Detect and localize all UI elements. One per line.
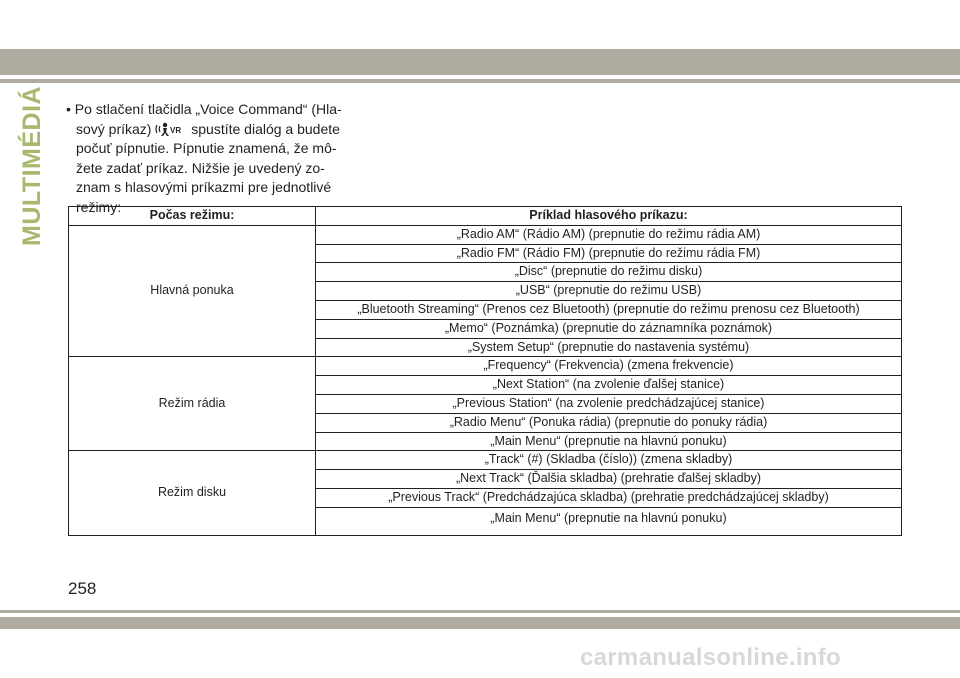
- header-command-example: Príklad hlasového príkazu:: [316, 207, 902, 226]
- bottom-decorative-band: [0, 617, 960, 629]
- intro-paragraph: [66, 100, 342, 217]
- command-cell: „Radio FM“ (Rádio FM) (prepnutie do režimu rádia FM): [316, 244, 902, 263]
- intro-line-6: režimy:: [76, 198, 122, 215]
- command-cell: „Bluetooth Streaming“ (Prenos cez Bluetooth) (prepnutie do režimu prenosu cez Bluetooth): [316, 300, 902, 319]
- table-row: [69, 451, 902, 470]
- intro-line-3: počuť pípnutie. Pípnutie znamená, že mô-: [76, 140, 337, 156]
- bottom-decorative-line: [0, 610, 960, 613]
- watermark: carmanualsonline.info: [580, 644, 842, 671]
- command-cell: „Next Track“ (Ďalšia skladba) (prehratie ďalšej skladby): [316, 470, 902, 489]
- command-cell: „Radio AM“ (Rádio AM) (prepnutie do režimu rádia AM): [316, 225, 902, 244]
- command-cell: „Previous Track“ (Predchádzajúca skladba) (prehratie predchádzajúcej skladby): [316, 488, 902, 507]
- command-cell: „Disc“ (prepnutie do režimu disku): [316, 263, 902, 282]
- intro-line-5: znam s hlasovými príkazmi pre jednotlivé: [76, 179, 332, 195]
- mode-cell-disc: Režim disku: [69, 451, 316, 535]
- top-decorative-line: [0, 79, 960, 83]
- command-cell: „System Setup“ (prepnutie do nastavenia systému): [316, 338, 902, 357]
- command-cell: „Main Menu“ (prepnutie na hlavnú ponuku): [316, 432, 902, 451]
- command-cell: „Track“ (#) (Skladba (číslo)) (zmena skladby): [316, 451, 902, 470]
- mode-cell-radio: Režim rádia: [69, 357, 316, 451]
- section-label: MULTIMÉDIÁ: [18, 85, 46, 246]
- command-cell: „Main Menu“ (prepnutie na hlavnú ponuku): [316, 507, 902, 535]
- table-row: [69, 225, 902, 244]
- intro-line-2: sový príkaz) VR spustíte dialóg a budete: [76, 120, 340, 137]
- command-cell: „Frequency“ (Frekvencia) (zmena frekvencie): [316, 357, 902, 376]
- page-number: 258: [68, 579, 97, 598]
- command-cell: „Previous Station“ (na zvolenie predchádzajúcej stanice): [316, 394, 902, 413]
- table-header-row: [69, 207, 902, 226]
- voice-command-table: [68, 206, 902, 536]
- command-cell: „Next Station“ (na zvolenie ďalšej stanice): [316, 376, 902, 395]
- svg-text:VR: VR: [170, 125, 182, 135]
- voice-recognition-icon: [155, 121, 187, 137]
- command-cell: „Radio Menu“ (Ponuka rádia) (prepnutie do ponuky rádia): [316, 413, 902, 432]
- intro-line-1: • Po stlačení tlačidla „Voice Command“ (Hla-: [66, 101, 342, 117]
- table-row: [69, 357, 902, 376]
- mode-cell-main-menu: Hlavná ponuka: [69, 225, 316, 357]
- command-cell: „USB“ (prepnutie do režimu USB): [316, 282, 902, 301]
- header-mode: Počas režimu:: [69, 207, 316, 226]
- command-cell: „Memo“ (Poznámka) (prepnutie do záznamníka poznámok): [316, 319, 902, 338]
- top-decorative-band: [0, 49, 960, 75]
- bullet: •: [66, 101, 71, 117]
- intro-line-4: žete zadať príkaz. Nižšie je uvedený zo-: [76, 159, 325, 176]
